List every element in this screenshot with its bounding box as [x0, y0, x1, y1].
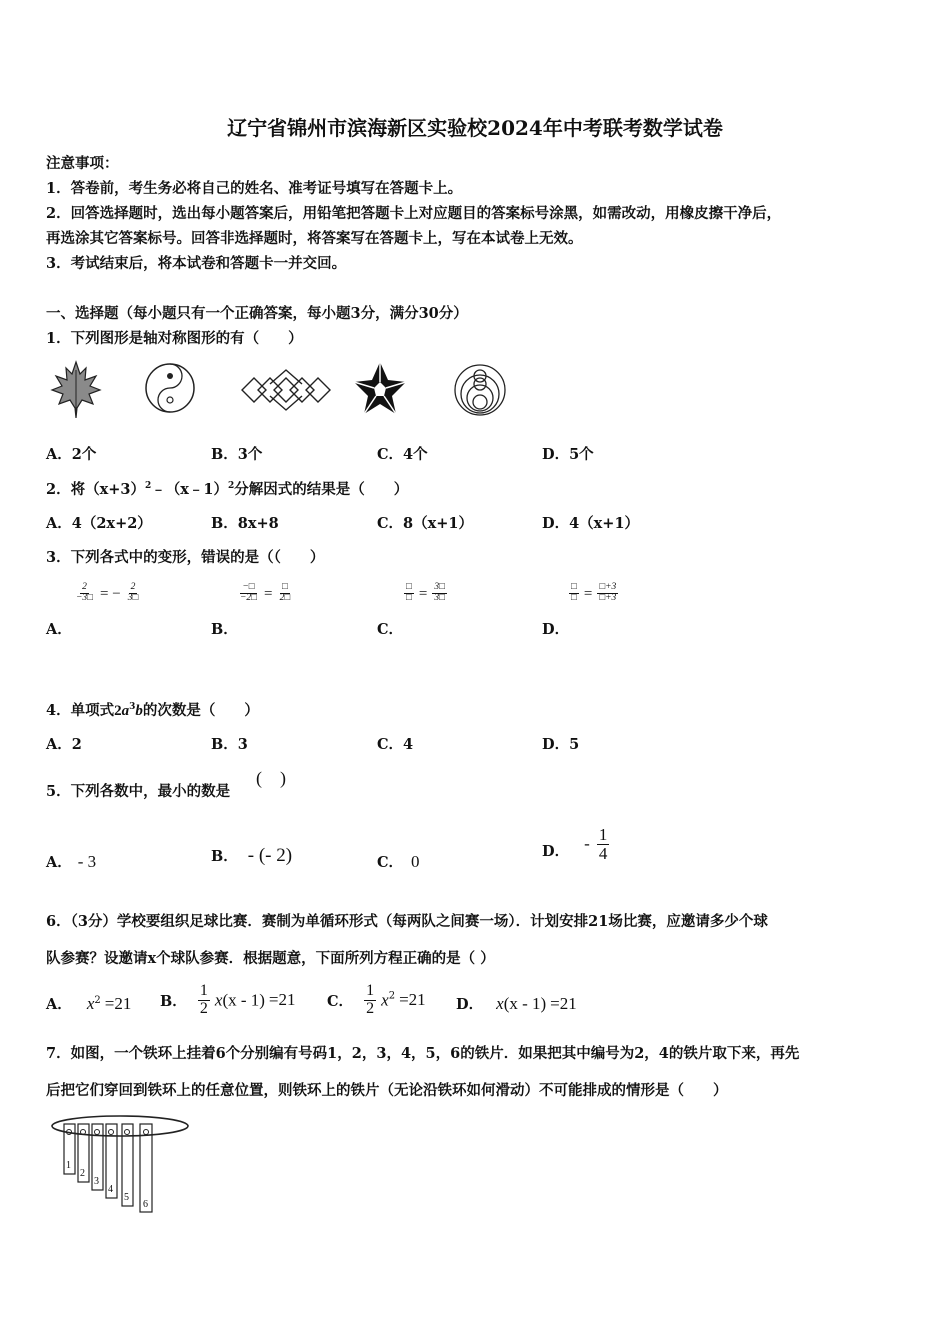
q5-stem: 5．下列各数中，最小的数是 — [46, 783, 231, 800]
notice-item-3: 3．考试结束后，将本试卷和答题卡一并交回。 — [46, 255, 347, 272]
page-title: 辽宁省锦州市滨海新区实验校2024年中考联考数学试卷 — [227, 116, 723, 140]
q5-option-b[interactable]: B． - (- 2) — [211, 845, 293, 866]
q7-line1: 7．如图，一个铁环上挂着6个分别编有号码1，2，3，4，5，6的铁片．如果把其中编号为2，4的铁片取下来，再先 — [46, 1045, 800, 1062]
q6-option-b[interactable]: B． $\frac{1}{2}$ x(x - 1) =21 — [160, 982, 296, 1017]
q1-figures — [44, 356, 510, 424]
notice-item-2: 2．回答选择题时，选出每小题答案后，用铅笔把答题卡上对应题目的答案标号涂黑，如需改动，用橡皮擦干净后， — [46, 205, 782, 222]
q2-option-d[interactable]: D．4（x+1） — [542, 515, 640, 532]
q4-option-b[interactable]: B．3 — [211, 736, 248, 753]
q3-expr-a: $\frac{2}{-3□}$ = − $\frac{2}{3□}$ — [76, 582, 139, 603]
nested-circles-icon — [455, 365, 505, 415]
q1-stem: 1．下列图形是轴对称图形的有（ ） — [46, 330, 303, 347]
taiji-icon — [146, 364, 194, 412]
q4-option-c[interactable]: C．4 — [377, 736, 414, 753]
plate-label-3: 3 — [94, 1176, 99, 1187]
q3-expr-d: $\frac{□}{□}$ = $\frac{□+3}{□+3}$ — [571, 582, 617, 603]
notice-item-2-cont: 再选涂其它答案标号。回答非选择题时，将答案写在答题卡上，写在本试卷上无效。 — [46, 230, 583, 247]
plate-label-1: 1 — [66, 1160, 71, 1171]
q3-option-c[interactable]: C． — [377, 621, 404, 638]
section-heading: 一、选择题（每小题只有一个正确答案，每小题3分，满分30分） — [46, 305, 468, 322]
q5-option-a[interactable]: A． - 3 — [46, 852, 97, 871]
q3-option-a[interactable]: A． — [46, 621, 72, 638]
q2-option-b[interactable]: B．8x+8 — [211, 515, 279, 532]
plate-label-6: 6 — [143, 1199, 148, 1210]
q6-option-a[interactable]: A． $x^2 =21$ — [46, 994, 132, 1013]
q4-option-d[interactable]: D．5 — [542, 736, 580, 753]
q3-option-d[interactable]: D． — [542, 621, 570, 638]
q5-paren: ( ) — [256, 768, 286, 788]
q6-line2: 队参赛？设邀请x个球队参赛．根据题意，下面所列方程正确的是（ ） — [46, 950, 495, 967]
q7-line2: 后把它们穿回到铁环上的任意位置，则铁环上的铁片（无论沿铁环如何滑动）不可能排成的情形是（ ） — [46, 1082, 728, 1099]
q7-figure — [44, 1108, 189, 1218]
pentagon-star-icon — [354, 362, 406, 414]
q1-option-a[interactable]: A．2个 — [46, 446, 97, 463]
plate-label-2: 2 — [80, 1168, 85, 1179]
q3-option-b[interactable]: B． — [211, 621, 238, 638]
notice-item-1: 1．答卷前，考生务必将自己的姓名、准考证号填写在答题卡上。 — [46, 180, 463, 197]
q2-option-a[interactable]: A．4（2x+2） — [46, 515, 152, 532]
q4-option-a[interactable]: A．2 — [46, 736, 82, 753]
q1-option-b[interactable]: B．3个 — [211, 446, 263, 463]
q6-line1: 6．（3分）学校要组织足球比赛．赛制为单循环形式（每两队之间赛一场）．计划安排21场比赛，应邀请多少个球 — [46, 913, 768, 930]
q4-stem: 4．单项式$2a^3b$的次数是（ ） — [46, 702, 259, 719]
q3-expr-c: $\frac{□}{□}$ = $\frac{3□}{3□}$ — [406, 582, 445, 603]
notice-heading: 注意事项： — [46, 155, 119, 172]
q1-option-c[interactable]: C．4个 — [377, 446, 428, 463]
q5-option-d[interactable]: D． - $\frac{1}{4}$ — [542, 825, 608, 863]
plate-label-4: 4 — [108, 1184, 113, 1195]
plate-label-5: 5 — [124, 1192, 129, 1203]
q1-option-d[interactable]: D．5个 — [542, 446, 594, 463]
q5-option-c[interactable]: C． 0 — [377, 852, 420, 871]
q3-expr-b: $\frac{-□}{-2□}$ = $\frac{□}{2□}$ — [240, 582, 291, 603]
q2-option-c[interactable]: C．8（x+1） — [377, 515, 474, 532]
maple-leaf-icon — [52, 362, 100, 418]
q3-stem: 3．下列各式中的变形，错误的是（（ ） — [46, 549, 325, 566]
q6-option-d[interactable]: D． x(x - 1) =21 — [456, 994, 577, 1013]
q6-option-c[interactable]: C． $\frac{1}{2}$ $x^2 =21$ — [327, 982, 426, 1017]
knot-pattern-icon — [242, 370, 330, 410]
q2-stem: 2．将$(x+3)^2﹣(x﹣1)^2$分解因式的结果是（ ） — [46, 481, 409, 498]
